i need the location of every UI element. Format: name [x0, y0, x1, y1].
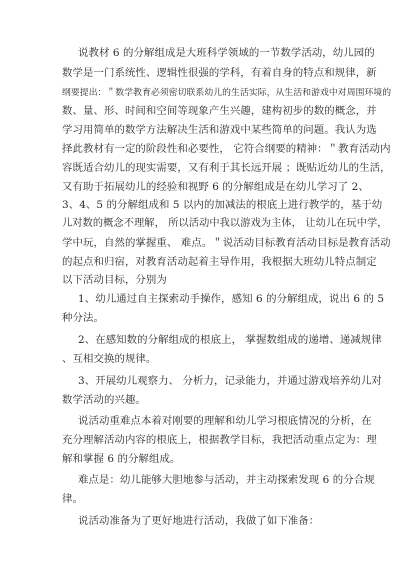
text-line: 1、幼儿通过自主探索动手操作，感知 6 的分解组成，说出 6 的 5 — [78, 293, 385, 305]
text-line: 择此教材有一定的阶段性和必要性， 它符合纲要的精神：＂教育活动内 — [62, 143, 391, 155]
text-line: 以下活动目标，分别为 — [62, 274, 167, 286]
text-line: 数、量、形、时间和空间等现象产生兴趣，建构初步的数的概念，并 — [62, 105, 377, 117]
text-line: 解和掌握 6 的分解组成。 — [62, 453, 181, 465]
text-line: 数学是一门系统性、逻辑性很强的学科，有着自身的特点和规律，新 — [62, 67, 377, 79]
text-line: 种分法。 — [62, 312, 104, 324]
text-line: 、互相交换的规律。 — [62, 353, 157, 365]
text-line: 儿对数的概念不理解， 所以活动中我以游戏为主体， 让幼儿在玩中学， — [62, 218, 388, 229]
text-line: 说活动重难点本着对刚要的理解和幼儿学习根底情况的分析，在 — [78, 415, 372, 427]
text-line: 律。 — [62, 493, 83, 505]
text-line: 说活动准备为了更好地进行活动，我做了如下准备： — [78, 515, 320, 527]
text-line: 学习用简单的数学方法解决生活和游戏中某些简单的问题。我认为选 — [62, 124, 377, 136]
text-line: 的起点和归宿，对教育活动起着主导作用，我根据大班幼儿特点制定 — [62, 256, 377, 268]
text-line: 说教材 6 的分解组成是大班科学领域的一节数学活动，幼儿园的 — [78, 47, 375, 59]
text-line: 3、开展幼儿观察力、 分析力，记录能力，并通过游戏培养幼儿对 — [78, 375, 382, 387]
text-line: 难点是：幼儿能够大胆地参与活动，并主动探索发现 6 的分合规 — [78, 474, 375, 486]
text-line: 又有助于拓展幼儿的经验和视野 6 的分解组成是在幼儿学习了 2、 — [62, 181, 369, 193]
text-line: 2、在感知数的分解组成的根底上， 掌握数组成的递增、递减规律 — [78, 334, 382, 346]
text-line: 充分理解活动内容的根底上，根据教学目标，我把活动重点定为：理 — [62, 434, 377, 446]
text-line: 容既适合幼儿的现实需要，又有利于其长远开展 ；既贴近幼儿的生活， — [62, 162, 391, 174]
text-line: 数学活动的兴趣。 — [62, 394, 146, 406]
text-line: 纲要提出：＂数学教育必须密切联系幼儿的生活实际，从生活和游戏中对周围环境的 — [62, 88, 392, 98]
text-line: 3、4、5 的分解组成和 5 以内的加减法的根底上进行教学的，基于幼 — [62, 199, 383, 211]
text-line: 学中玩，自然的掌握重、 难点。＂说活动目标教育活动目标是教育活动 — [62, 237, 391, 249]
